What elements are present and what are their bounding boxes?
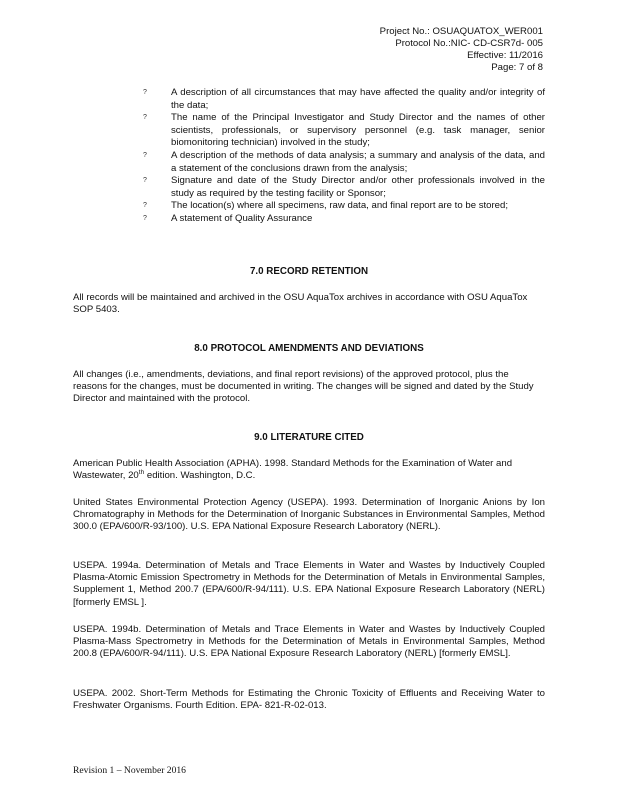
reference-apha-text: American Public Health Association (APHA). 1998. Standard Methods for the Examination of Water and Wastewater, 20 xyxy=(73,458,513,482)
bullet-icon: ? xyxy=(143,89,147,96)
list-item-text: The name of the Principal Investigator and Study Director and the names of other scientists, professionals, or supervisory personnel (e.g. task manager, senior biomonitoring technician) involved in the study; xyxy=(171,112,545,149)
list-item xyxy=(143,112,545,150)
list-item-text: The location(s) where all specimens, raw data, and final report are to be stored; xyxy=(171,200,509,212)
reference-apha-superscript: th xyxy=(138,469,145,477)
list-item xyxy=(143,200,545,213)
protocol-number: Protocol No.:NIC- CD-CSR7d- 005 xyxy=(395,38,543,49)
reference-usepa-1994a: USEPA. 1994a. Determination of Metals and Trace Elements in Water and Wastes by Inductively Coupled Plasma-Atomic Emission Spectrometry in Methods for the Determination of Metals in Environmental Samples, Supplement 1, Method 200.7 (EPA/600/R-94/111). U.S. EPA National Exposure Research Laboratory (NERL) [formerly EMSL ]. xyxy=(73,560,545,608)
project-number: Project No.: OSUAQUATOX_WER001 xyxy=(379,26,543,37)
list-item-text: A statement of Quality Assurance xyxy=(171,212,313,224)
page-footer: Revision 1 – November 2016 xyxy=(73,765,186,776)
reference-usepa-2002: USEPA. 2002. Short-Term Methods for Estimating the Chronic Toxicity of Effluents and Receiving Water to Freshwater Organisms. Fourth Edition. EPA- 821-R-02-013. xyxy=(73,688,545,712)
page-header xyxy=(380,26,543,74)
bullet-icon: ? xyxy=(143,177,147,185)
amendments-text: All changes (i.e., amendments, deviations, and final report revisions) of the approved protocol, plus the reasons for the changes, must be documented in writing. The changes will be signed and dated by the Study Director and maintained with the protocol. xyxy=(73,369,534,405)
reference-usepa-1993: United States Environmental Protection Agency (USEPA). 1993. Determination of Inorganic Anions by Ion Chromatography in Methods for the Determination of Inorganic Substances in Environmental Samples, Method 300.0 (EPA/600/R-93/100). U.S. EPA National Exposure Research Laboratory (NERL). xyxy=(73,497,545,533)
bullet-list xyxy=(143,87,545,226)
reference-apha xyxy=(73,458,545,482)
bullet-icon: ? xyxy=(143,114,147,122)
list-item-text: Signature and date of the Study Director and/or other professionals involved in the study as required by the testing facility or Sponsor; xyxy=(171,175,545,199)
reference-usepa-1994b: USEPA. 1994b. Determination of Metals and Trace Elements in Water and Wastes by Inductively Coupled Plasma-Mass Spectrometry in Methods for the Determination of Metals in Environmental Samples, Method 200.8 (EPA/600/R-94/111). U.S. EPA National Exposure Research Laboratory (NERL) [formerly EMSL]. xyxy=(73,624,545,660)
literature-heading: 9.0 LITERATURE CITED xyxy=(254,432,364,443)
bullet-icon: ? xyxy=(143,214,147,222)
list-item xyxy=(143,87,545,112)
amendments-heading: 8.0 PROTOCOL AMENDMENTS AND DEVIATIONS xyxy=(194,343,424,354)
page-number: Page: 7 of 8 xyxy=(491,62,543,73)
bullet-icon: ? xyxy=(143,202,147,210)
list-item xyxy=(143,175,545,200)
effective-date: Effective: 11/2016 xyxy=(467,50,543,61)
list-item xyxy=(143,150,545,175)
reference-apha-text-end: edition. Washington, D.C. xyxy=(144,470,256,482)
list-item xyxy=(143,213,545,226)
list-item-text: A description of all circumstances that may have affected the quality and/or integrity of the data; xyxy=(171,87,545,111)
bullet-icon: ? xyxy=(143,151,147,159)
list-item-text: A description of the methods of data analysis; a summary and analysis of the data, and a statement of the conclusions drawn from the analysis; xyxy=(171,149,545,174)
record-retention-heading: 7.0 RECORD RETENTION xyxy=(249,266,369,277)
record-retention-text: All records will be maintained and archived in the OSU AquaTox archives in accordance with OSU AquaTox SOP 5403. xyxy=(73,292,528,316)
